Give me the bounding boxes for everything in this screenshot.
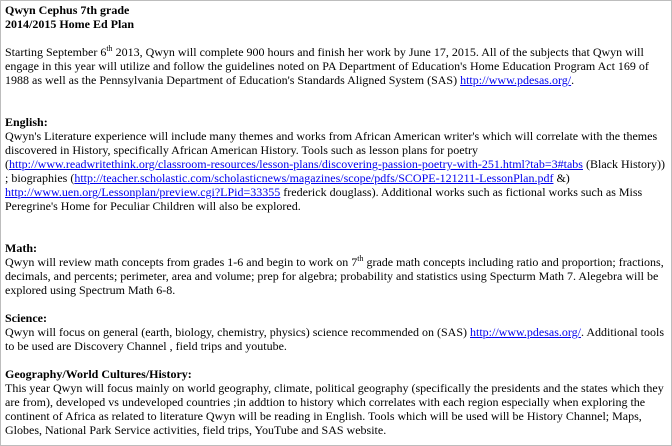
spacer (5, 297, 667, 311)
title-line-1: Qwyn Cephus 7th grade (5, 3, 130, 17)
science-sas-link[interactable]: http://www.pdesas.org/ (470, 325, 581, 339)
english-heading: English: (5, 115, 48, 129)
intro-text-2: 2013, Qwyn will complete 900 hours and finish her work by June 17, 2015. All of the subjects that Qwyn will engage in this year will utilize and follow the guidelines noted on PA Department of Education's Home Education Program Act 169 of 1988 as well as the Pennsylvania Department of Education's Standards Aligned System (SAS) (5, 45, 649, 87)
intro-paragraph (5, 45, 667, 87)
document-body (5, 3, 667, 437)
english-text-4: frederick douglass). Additional works such as fictional works such as Miss Peregrine's Home for Peculiar Children will also be explored. (5, 185, 643, 213)
title-line-2: 2014/2015 Home Ed Plan (5, 17, 135, 31)
spacer (5, 213, 667, 241)
intro-superscript: th (106, 44, 113, 53)
english-text-2: (Black History)) ; biographies ( (5, 157, 665, 185)
intro-text-1: Starting September 6 (5, 45, 107, 59)
english-uen-link[interactable]: http://www.uen.org/Lessonplan/preview.cgi?LPid=33355 (5, 185, 281, 199)
science-heading: Science: (5, 311, 47, 325)
english-paragraph (5, 129, 667, 213)
english-readwritethink-link[interactable]: http://www.readwritethink.org/classroom-resources/lesson-plans/discovering-passion-poetry-with-251.html?tab=3#tabs (9, 157, 583, 171)
math-text-2: grade math concepts including ratio and proportion; fractions, decimals, and percents; perimeter, area and volume; prep for algebra; probability and statistics using Specturm Math 7. Alegebra will be explored using Spectrum Math 6-8. (5, 255, 664, 297)
spacer (5, 87, 667, 115)
english-text-1: Qwyn's Literature experience will include many themes and works from African American writer's which will correlate with the themes discovered in History, specifically African American History. Tools such as lesson plans for poetry ( (5, 129, 658, 171)
science-text-1: Qwyn will focus on general (earth, biology, chemistry, physics) science recommended on (SAS) (5, 325, 470, 339)
geography-paragraph: This year Qwyn will focus mainly on world geography, climate, political geography (specifically the presidents and the states which they are from), developed vs undeveloped countries ;in addtion to history which correlates with each region especially when exploring the continent of Africa as related to literature Qwyn will be reading in English. Tools which will be used will be History Channel; Maps, Globes, National Park Service activities, field trips, YouTube and SAS website. (5, 381, 664, 437)
english-text-3: &) (553, 171, 570, 185)
math-paragraph (5, 255, 667, 297)
math-heading: Math: (5, 241, 37, 255)
science-text-2: . Additional tools to be used are Discovery Channel , field trips and youtube. (5, 325, 665, 353)
intro-text-end: . (571, 73, 575, 87)
science-paragraph (5, 325, 667, 353)
intro-sas-link[interactable]: http://www.pdesas.org/ (460, 73, 572, 87)
math-text-1: Qwyn will review math concepts from grades 1-6 and begin to work on 7 (5, 255, 358, 269)
spacer (5, 353, 667, 367)
math-superscript: th (357, 254, 364, 263)
english-scholastic-link[interactable]: http://teacher.scholastic.com/scholasticnews/magazines/scope/pdfs/SCOPE-121211-LessonPlan.pdf (74, 171, 554, 185)
geography-heading: Geography/World Cultures/History: (5, 367, 192, 381)
